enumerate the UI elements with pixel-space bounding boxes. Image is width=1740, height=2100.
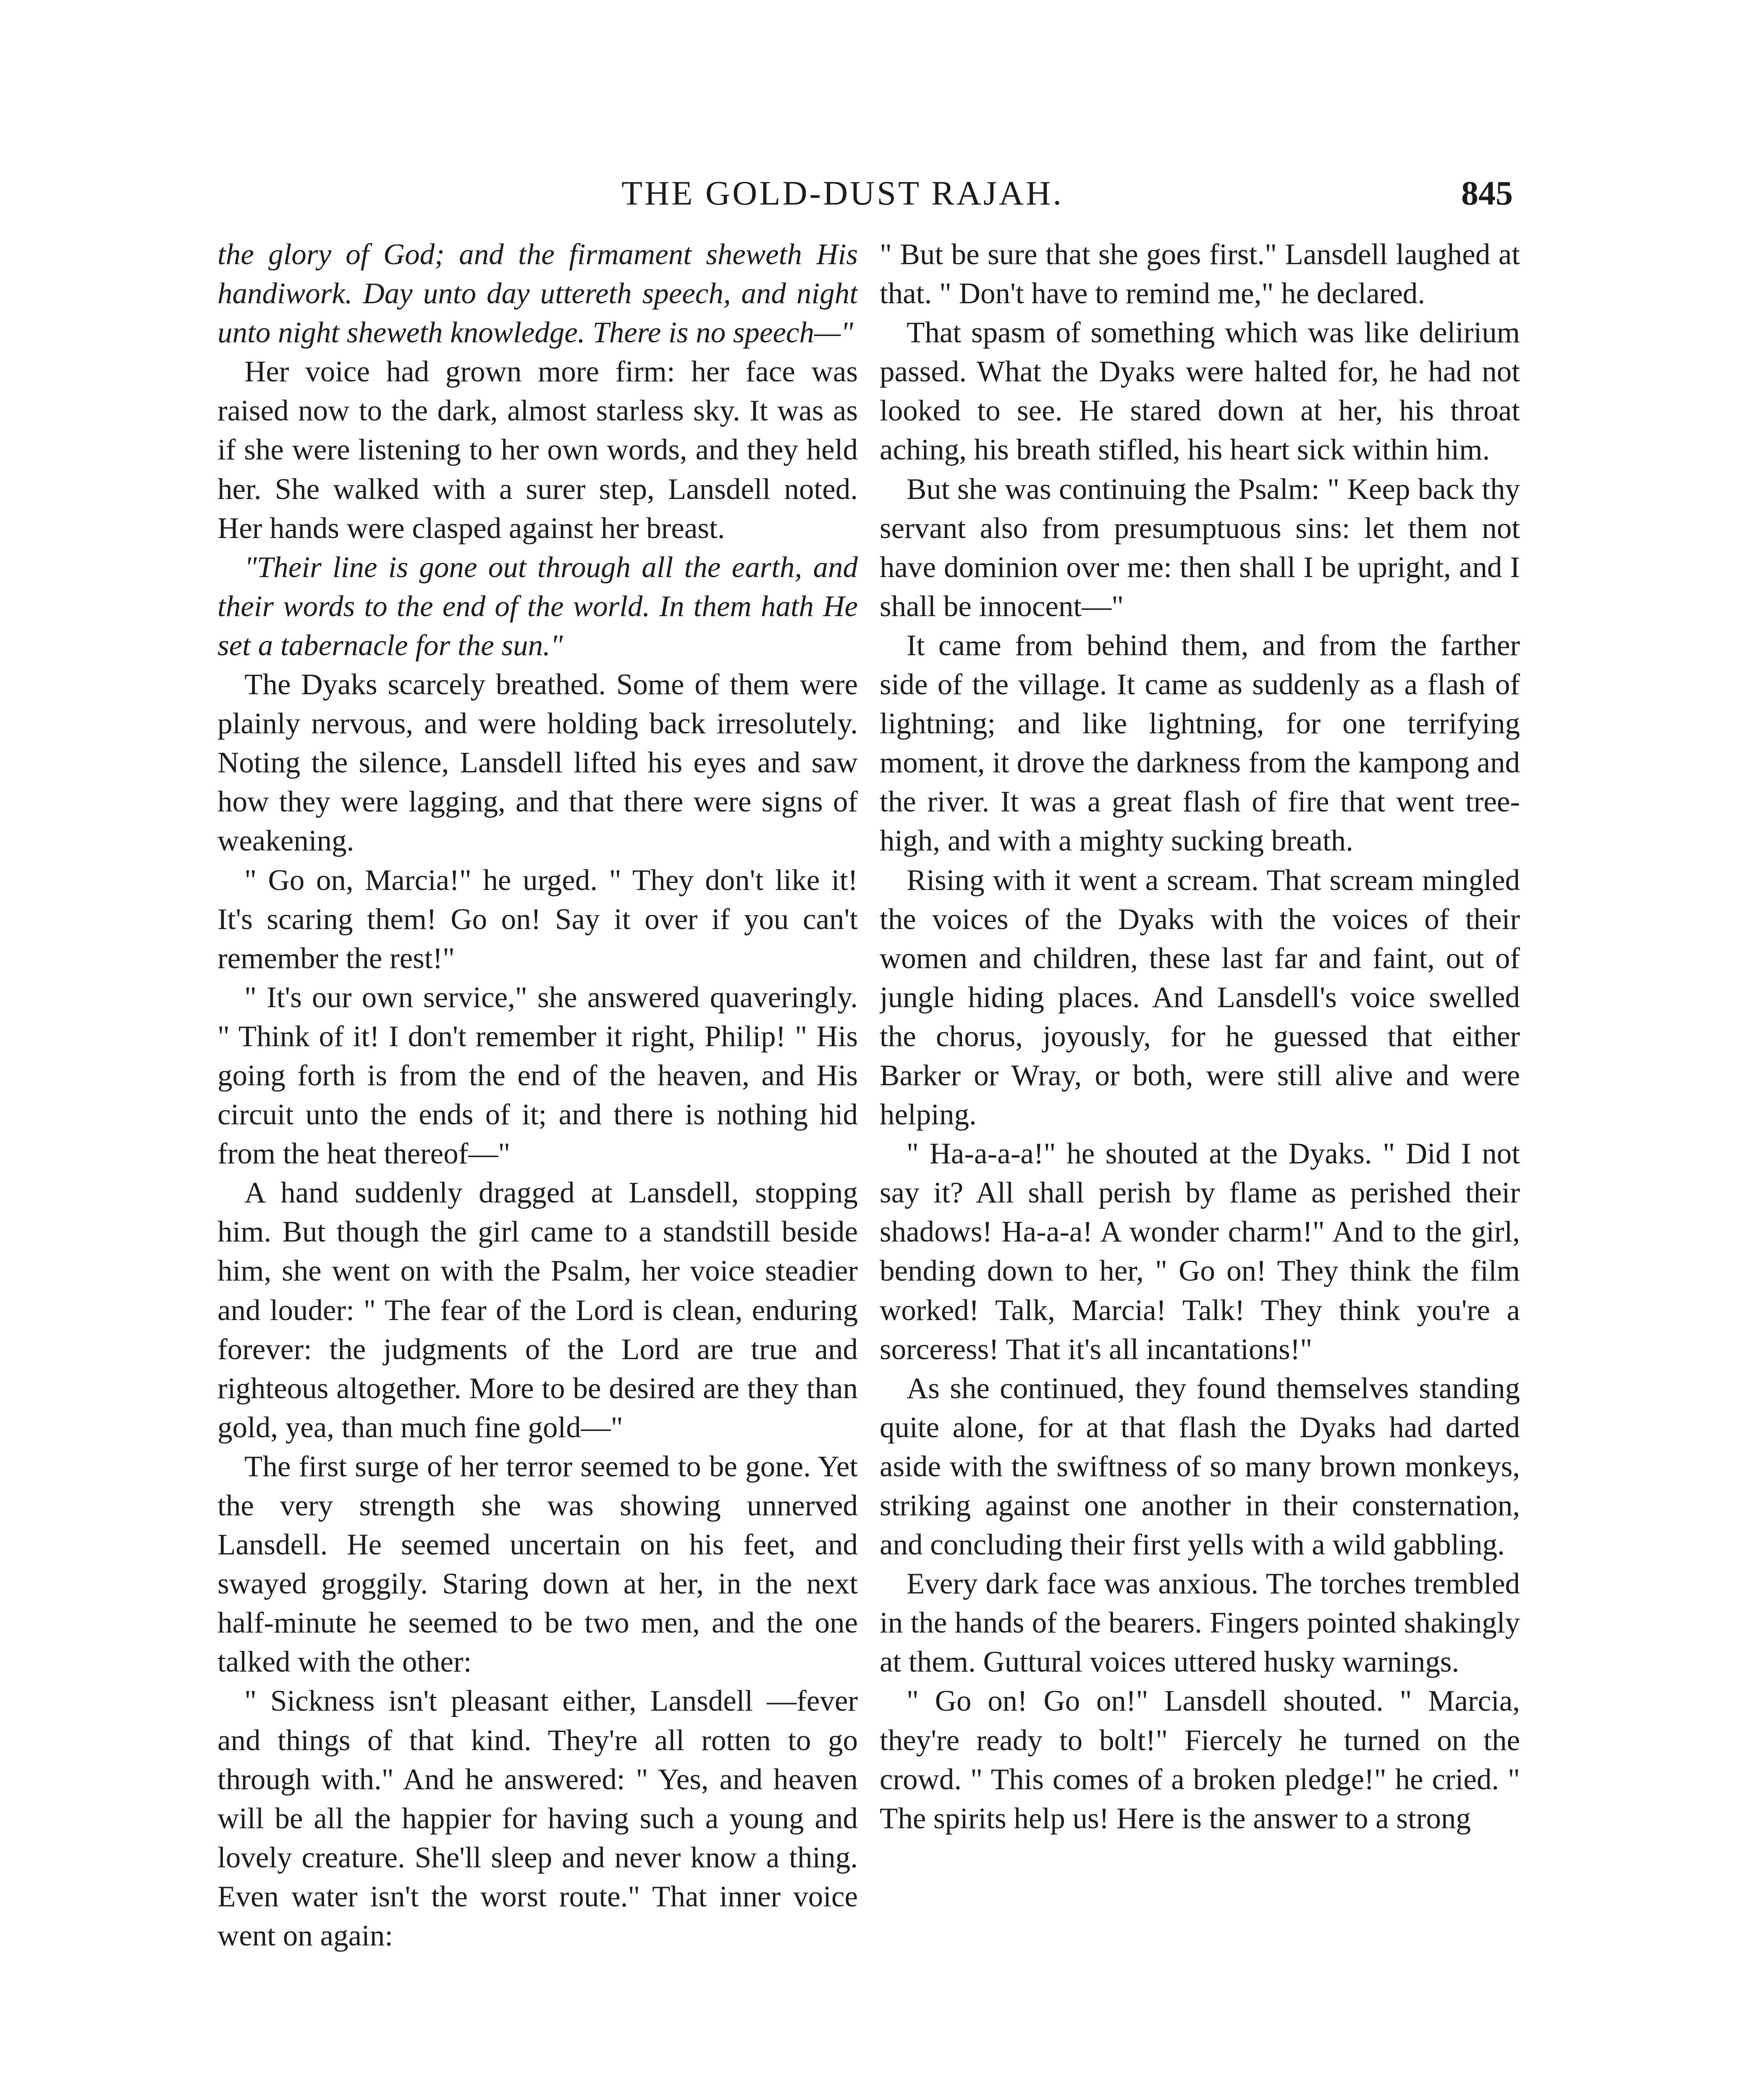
paragraph: Every dark face was anxious. The torches trembled in the hands of the bearers. Fingers pointed shakingly at them. Guttural voices uttered husky warnings. bbox=[880, 1567, 1520, 1679]
paragraph: Her voice had grown more firm: her face was raised now to the dark, almost starless sky. It was as if she were listening to her own words, and they held her. She walked with a surer step, Lansdell noted. Her hands were clasped against her breast. bbox=[218, 355, 858, 545]
page-header bbox=[0, 170, 1740, 216]
paragraph: Rising with it went a scream. That scream mingled the voices of the Dyaks with the voices of their women and children, these last far and faint, out of jungle hiding places. And Lansdell's voice swelled the chorus, joyously, for he guessed that either Barker or Wray, or both, were still alive and were helping. bbox=[880, 864, 1520, 1131]
left-column bbox=[218, 235, 858, 2100]
paragraph: " But be sure that she goes first." Lansdell laughed at that. " Don't have to remind me," he declared. bbox=[880, 238, 1520, 310]
paragraph: the glory of God; and the firmament sheweth His handiwork. Day unto day uttereth speech, and night unto night sheweth knowledge. There is no speech—" bbox=[218, 238, 858, 349]
paragraph: " Go on, Marcia!" he urged. " They don't like it! It's scaring them! Go on! Say it over if you can't remember the rest!" bbox=[218, 864, 858, 975]
paragraph: " Sickness isn't pleasant either, Lansdell —fever and things of that kind. They're all rotten to go through with." And he answered: " Yes, and heaven will be all the happier for having such a young and lovely creature. She'll sleep and never know a thing. Even water isn't the worst route." That inner voice went on again: bbox=[218, 1685, 858, 1953]
paragraph: " It's our own service," she answered quaveringly. " Think of it! I don't remember it right, Philip! " His going forth is from the end of the heaven, and His circuit unto the ends of it; and there is nothing hid from the heat thereof—" bbox=[218, 981, 858, 1171]
paragraph: A hand suddenly dragged at Lansdell, stopping him. But though the girl came to a standstill beside him, she went on with the Psalm, her voice steadier and louder: " The fear of the Lord is clean, enduring forever: the judgments of the Lord are true and righteous altogether. More to be desired are they than gold, yea, than much fine gold—" bbox=[218, 1176, 858, 1444]
paragraph: That spasm of something which was like delirium passed. What the Dyaks were halted for, he had not looked to see. He stared down at her, his throat aching, his breath stifled, his heart sick within him. bbox=[880, 316, 1520, 467]
paragraph: It came from behind them, and from the farther side of the village. It came as suddenly as a flash of lightning; and like lightning, for one terrifying moment, it drove the darkness from the kampong and the river. It was a great flash of fire that went tree-high, and with a mighty sucking breath. bbox=[880, 629, 1520, 858]
paragraph: But she was continuing the Psalm: " Keep back thy servant also from presumptuous sins: let them not have dominion over me: then shall I be upright, and I shall be innocent—" bbox=[880, 472, 1520, 623]
paragraph: "Their line is gone out through all the earth, and their words to the end of the world. In them hath He set a tabernacle for the sun." bbox=[218, 551, 858, 662]
paragraph: " Ha-a-a-a!" he shouted at the Dyaks. " Did I not say it? All shall perish by flame as perished their shadows! Ha-a-a! A wonder charm!" And to the girl, bending down to her, " Go on! They think the film worked! Talk, Marcia! Talk! They think you're a sorceress! That it's all incantations!" bbox=[880, 1137, 1520, 1366]
paragraph: As she continued, they found themselves standing quite alone, for at that flash the Dyaks had darted aside with the swiftness of so many brown monkeys, striking against one another in their consternation, and concluding their first yells with a wild gabbling. bbox=[880, 1372, 1520, 1562]
right-column bbox=[880, 235, 1520, 2100]
running-title: THE GOLD-DUST RAJAH. bbox=[621, 174, 1064, 212]
paragraph: The Dyaks scarcely breathed. Some of them were plainly nervous, and were holding back irresolutely. Noting the silence, Lansdell lifted his eyes and saw how they were lagging, and that there were signs of weakening. bbox=[218, 668, 858, 858]
page-number: 845 bbox=[1461, 174, 1513, 212]
paragraph: The first surge of her terror seemed to be gone. Yet the very strength she was showing unnerved Lansdell. He seemed uncertain on his feet, and swayed groggily. Staring down at her, in the next half-minute he seemed to be two men, and the one talked with the other: bbox=[218, 1450, 858, 1679]
paragraph: " Go on! Go on!" Lansdell shouted. " Marcia, they're ready to bolt!" Fiercely he turned on the crowd. " This comes of a broken pledge!" he cried. " The spirits help us! Here is the answer to a strong bbox=[880, 1685, 1520, 1835]
